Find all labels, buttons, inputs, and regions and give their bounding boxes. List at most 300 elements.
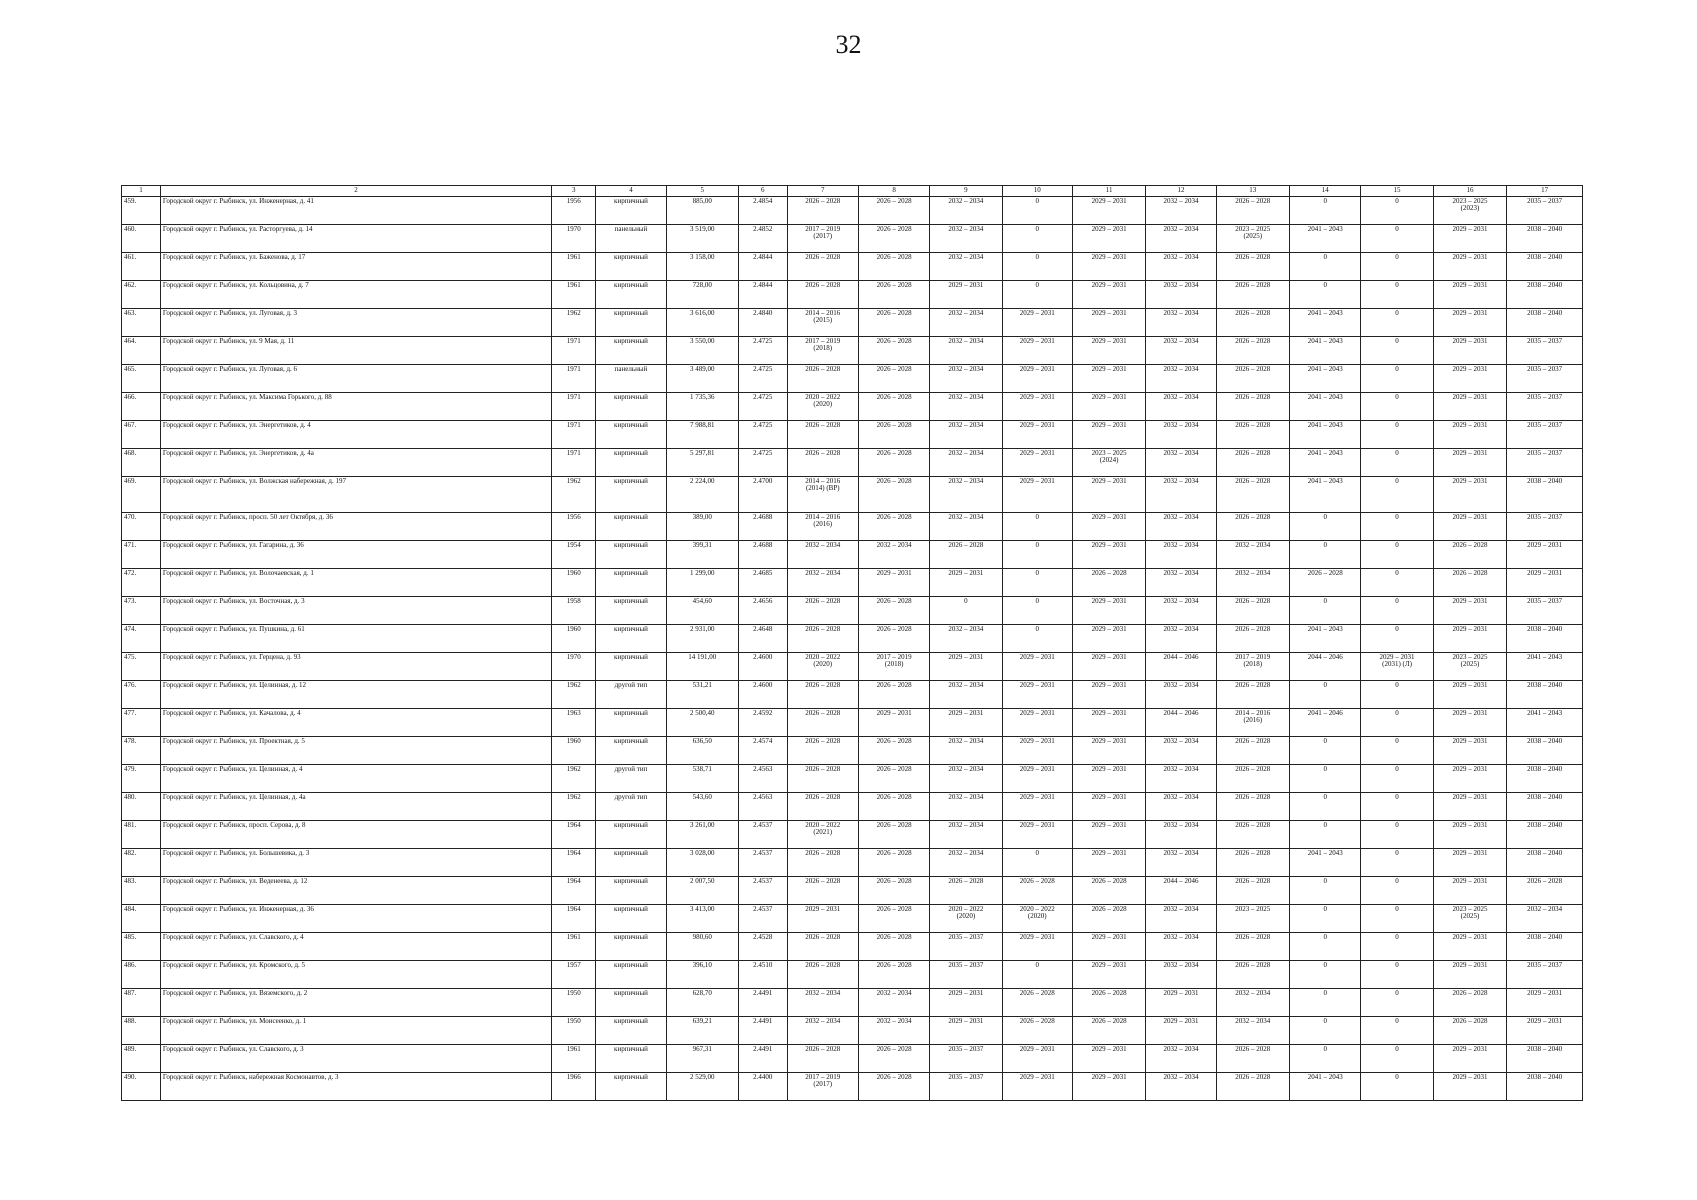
table-cell-col-3: 1964 xyxy=(552,904,596,932)
table-cell-col-2: Городской округ г. Рыбинск, ул. Волжская набережная, д. 197 xyxy=(160,476,551,512)
table-cell-col-5: 5 297,81 xyxy=(666,448,738,476)
table-row xyxy=(122,792,1583,820)
table-row xyxy=(122,392,1583,420)
table-cell-col-11: 2029 – 2031 xyxy=(1072,736,1145,764)
table-cell-col-1: 466. xyxy=(122,392,161,420)
table-cell-col-10: 0 xyxy=(1002,196,1072,224)
table-cell-col-15: 0 xyxy=(1361,596,1433,624)
table-cell-col-13: 2026 – 2028 xyxy=(1216,392,1289,420)
table-cell-col-8: 2026 – 2028 xyxy=(858,904,929,932)
table-cell-col-16: 2029 – 2031 xyxy=(1433,224,1506,252)
table-cell-col-7: 2020 – 2022 (2020) xyxy=(787,652,858,680)
column-number-14: 14 xyxy=(1290,186,1361,197)
table-cell-col-8: 2032 – 2034 xyxy=(858,1016,929,1044)
table-cell-col-3: 1971 xyxy=(552,336,596,364)
table-cell-col-15: 0 xyxy=(1361,1044,1433,1072)
table-cell-col-8: 2026 – 2028 xyxy=(858,512,929,540)
table-cell-col-11: 2029 – 2031 xyxy=(1072,764,1145,792)
table-cell-col-15: 0 xyxy=(1361,708,1433,736)
table-cell-col-17: 2038 – 2040 xyxy=(1507,932,1583,960)
table-cell-col-1: 475. xyxy=(122,652,161,680)
table-cell-col-8: 2026 – 2028 xyxy=(858,960,929,988)
table-cell-col-8: 2026 – 2028 xyxy=(858,1072,929,1100)
table-cell-col-9: 2032 – 2034 xyxy=(930,680,1002,708)
table-cell-col-1: 469. xyxy=(122,476,161,512)
table-cell-col-11: 2029 – 2031 xyxy=(1072,1044,1145,1072)
table-cell-col-2: Городской округ г. Рыбинск, ул. Герцена, д. 93 xyxy=(160,652,551,680)
table-cell-col-2: Городской округ г. Рыбинск, ул. Луговая, д. 6 xyxy=(160,364,551,392)
table-cell-col-9: 2032 – 2034 xyxy=(930,252,1002,280)
table-cell-col-17: 2035 – 2037 xyxy=(1507,448,1583,476)
table-cell-col-6: 2.4491 xyxy=(738,1016,787,1044)
table-cell-col-16: 2029 – 2031 xyxy=(1433,308,1506,336)
table-cell-col-3: 1971 xyxy=(552,364,596,392)
table-cell-col-5: 2 007,50 xyxy=(666,876,738,904)
table-cell-col-16: 2023 – 2025 (2023) xyxy=(1433,196,1506,224)
table-cell-col-12: 2032 – 2034 xyxy=(1146,280,1216,308)
table-row xyxy=(122,596,1583,624)
table-cell-col-10: 0 xyxy=(1002,960,1072,988)
table-cell-col-17: 2032 – 2034 xyxy=(1507,904,1583,932)
table-cell-col-9: 2032 – 2034 xyxy=(930,448,1002,476)
table-cell-col-3: 1962 xyxy=(552,764,596,792)
table-cell-col-8: 2029 – 2031 xyxy=(858,568,929,596)
table-cell-col-9: 2032 – 2034 xyxy=(930,392,1002,420)
table-cell-col-16: 2029 – 2031 xyxy=(1433,392,1506,420)
table-cell-col-16: 2029 – 2031 xyxy=(1433,876,1506,904)
table-cell-col-13: 2026 – 2028 xyxy=(1216,280,1289,308)
table-cell-col-12: 2032 – 2034 xyxy=(1146,764,1216,792)
table-cell-col-3: 1961 xyxy=(552,280,596,308)
table-cell-col-15: 0 xyxy=(1361,280,1433,308)
table-cell-col-10: 2029 – 2031 xyxy=(1002,1044,1072,1072)
table-cell-col-11: 2026 – 2028 xyxy=(1072,1016,1145,1044)
table-cell-col-1: 467. xyxy=(122,420,161,448)
table-cell-col-9: 2035 – 2037 xyxy=(930,960,1002,988)
table-cell-col-7: 2026 – 2028 xyxy=(787,960,858,988)
table-cell-col-12: 2032 – 2034 xyxy=(1146,624,1216,652)
table-cell-col-11: 2029 – 2031 xyxy=(1072,308,1145,336)
table-cell-col-17: 2026 – 2028 xyxy=(1507,876,1583,904)
table-cell-col-10: 2029 – 2031 xyxy=(1002,680,1072,708)
table-cell-col-2: Городской округ г. Рыбинск, ул. Расторгуева, д. 14 xyxy=(160,224,551,252)
table-cell-col-12: 2029 – 2031 xyxy=(1146,988,1216,1016)
table-cell-col-5: 3 519,00 xyxy=(666,224,738,252)
table-body xyxy=(122,186,1583,1101)
table-cell-col-8: 2032 – 2034 xyxy=(858,988,929,1016)
table-cell-col-1: 460. xyxy=(122,224,161,252)
table-cell-col-11: 2023 – 2025 (2024) xyxy=(1072,448,1145,476)
table-cell-col-10: 2029 – 2031 xyxy=(1002,476,1072,512)
table-cell-col-3: 1962 xyxy=(552,308,596,336)
table-cell-col-6: 2.4725 xyxy=(738,392,787,420)
table-cell-col-17: 2038 – 2040 xyxy=(1507,792,1583,820)
table-cell-col-13: 2026 – 2028 xyxy=(1216,820,1289,848)
table-cell-col-9: 2020 – 2022 (2020) xyxy=(930,904,1002,932)
table-row xyxy=(122,1016,1583,1044)
table-cell-col-4: кирпичный xyxy=(596,1016,666,1044)
table-cell-col-5: 399,31 xyxy=(666,540,738,568)
table-cell-col-6: 2.4528 xyxy=(738,932,787,960)
table-cell-col-7: 2026 – 2028 xyxy=(787,792,858,820)
table-cell-col-12: 2032 – 2034 xyxy=(1146,736,1216,764)
table-cell-col-6: 2.4725 xyxy=(738,336,787,364)
table-cell-col-5: 967,31 xyxy=(666,1044,738,1072)
table-cell-col-2: Городской округ г. Рыбинск, ул. Баженова, д. 17 xyxy=(160,252,551,280)
table-cell-col-3: 1966 xyxy=(552,1072,596,1100)
table-cell-col-6: 2.4491 xyxy=(738,988,787,1016)
table-cell-col-10: 2029 – 2031 xyxy=(1002,708,1072,736)
table-cell-col-13: 2026 – 2028 xyxy=(1216,596,1289,624)
table-cell-col-16: 2029 – 2031 xyxy=(1433,1072,1506,1100)
table-cell-col-13: 2026 – 2028 xyxy=(1216,680,1289,708)
table-cell-col-10: 2029 – 2031 xyxy=(1002,420,1072,448)
table-cell-col-10: 2026 – 2028 xyxy=(1002,988,1072,1016)
table-cell-col-7: 2026 – 2028 xyxy=(787,708,858,736)
table-cell-col-8: 2026 – 2028 xyxy=(858,736,929,764)
table-cell-col-1: 480. xyxy=(122,792,161,820)
table-cell-col-12: 2044 – 2046 xyxy=(1146,708,1216,736)
table-cell-col-16: 2029 – 2031 xyxy=(1433,420,1506,448)
table-cell-col-3: 1960 xyxy=(552,624,596,652)
table-cell-col-5: 396,10 xyxy=(666,960,738,988)
table-cell-col-4: другой тип xyxy=(596,792,666,820)
table-cell-col-13: 2032 – 2034 xyxy=(1216,1016,1289,1044)
table-cell-col-6: 2.4700 xyxy=(738,476,787,512)
table-cell-col-13: 2026 – 2028 xyxy=(1216,876,1289,904)
table-cell-col-7: 2029 – 2031 xyxy=(787,904,858,932)
table-cell-col-15: 0 xyxy=(1361,988,1433,1016)
table-cell-col-13: 2026 – 2028 xyxy=(1216,448,1289,476)
table-cell-col-10: 2029 – 2031 xyxy=(1002,764,1072,792)
table-cell-col-12: 2032 – 2034 xyxy=(1146,792,1216,820)
table-cell-col-7: 2026 – 2028 xyxy=(787,196,858,224)
table-cell-col-4: кирпичный xyxy=(596,624,666,652)
table-cell-col-14: 2041 – 2043 xyxy=(1290,448,1361,476)
table-cell-col-5: 538,71 xyxy=(666,764,738,792)
table-cell-col-14: 2026 – 2028 xyxy=(1290,568,1361,596)
table-row xyxy=(122,364,1583,392)
table-cell-col-4: кирпичный xyxy=(596,448,666,476)
table-cell-col-15: 0 xyxy=(1361,1016,1433,1044)
table-row xyxy=(122,652,1583,680)
table-cell-col-6: 2.4600 xyxy=(738,652,787,680)
table-cell-col-7: 2026 – 2028 xyxy=(787,680,858,708)
table-row xyxy=(122,476,1583,512)
table-cell-col-14: 2041 – 2046 xyxy=(1290,708,1361,736)
table-cell-col-15: 0 xyxy=(1361,932,1433,960)
table-cell-col-11: 2029 – 2031 xyxy=(1072,652,1145,680)
table-cell-col-5: 3 158,00 xyxy=(666,252,738,280)
table-cell-col-16: 2029 – 2031 xyxy=(1433,960,1506,988)
table-cell-col-11: 2029 – 2031 xyxy=(1072,420,1145,448)
table-cell-col-7: 2032 – 2034 xyxy=(787,1016,858,1044)
table-cell-col-3: 1961 xyxy=(552,932,596,960)
table-cell-col-12: 2032 – 2034 xyxy=(1146,476,1216,512)
table-cell-col-6: 2.4600 xyxy=(738,680,787,708)
table-cell-col-10: 2029 – 2031 xyxy=(1002,820,1072,848)
table-cell-col-17: 2038 – 2040 xyxy=(1507,820,1583,848)
table-cell-col-13: 2026 – 2028 xyxy=(1216,624,1289,652)
table-cell-col-14: 0 xyxy=(1290,540,1361,568)
column-number-4: 4 xyxy=(596,186,666,197)
table-cell-col-14: 2041 – 2043 xyxy=(1290,224,1361,252)
table-cell-col-13: 2017 – 2019 (2018) xyxy=(1216,652,1289,680)
table-cell-col-7: 2017 – 2019 (2017) xyxy=(787,1072,858,1100)
table-cell-col-8: 2026 – 2028 xyxy=(858,680,929,708)
table-cell-col-7: 2020 – 2022 (2020) xyxy=(787,392,858,420)
table-cell-col-1: 483. xyxy=(122,876,161,904)
table-row xyxy=(122,336,1583,364)
table-cell-col-1: 463. xyxy=(122,308,161,336)
table-cell-col-7: 2017 – 2019 (2018) xyxy=(787,336,858,364)
table-cell-col-12: 2032 – 2034 xyxy=(1146,1044,1216,1072)
column-number-15: 15 xyxy=(1361,186,1433,197)
table-row xyxy=(122,512,1583,540)
table-cell-col-9: 2029 – 2031 xyxy=(930,568,1002,596)
table-cell-col-2: Городской округ г. Рыбинск, ул. Луговая, д. 3 xyxy=(160,308,551,336)
table-cell-col-14: 2044 – 2046 xyxy=(1290,652,1361,680)
table-cell-col-17: 2041 – 2043 xyxy=(1507,708,1583,736)
table-cell-col-12: 2032 – 2034 xyxy=(1146,448,1216,476)
table-cell-col-16: 2029 – 2031 xyxy=(1433,820,1506,848)
table-cell-col-8: 2026 – 2028 xyxy=(858,820,929,848)
table-cell-col-12: 2032 – 2034 xyxy=(1146,420,1216,448)
table-cell-col-4: кирпичный xyxy=(596,252,666,280)
table-cell-col-6: 2.4852 xyxy=(738,224,787,252)
table-cell-col-5: 389,00 xyxy=(666,512,738,540)
table-cell-col-12: 2032 – 2034 xyxy=(1146,820,1216,848)
table-row xyxy=(122,764,1583,792)
table-cell-col-8: 2017 – 2019 (2018) xyxy=(858,652,929,680)
table-cell-col-3: 1956 xyxy=(552,196,596,224)
table-cell-col-16: 2029 – 2031 xyxy=(1433,624,1506,652)
table-cell-col-11: 2029 – 2031 xyxy=(1072,1072,1145,1100)
table-cell-col-1: 461. xyxy=(122,252,161,280)
table-cell-col-12: 2032 – 2034 xyxy=(1146,224,1216,252)
table-cell-col-2: Городской округ г. Рыбинск, ул. Целинная, д. 4а xyxy=(160,792,551,820)
table-cell-col-7: 2026 – 2028 xyxy=(787,252,858,280)
table-cell-col-4: кирпичный xyxy=(596,196,666,224)
table-cell-col-14: 2041 – 2043 xyxy=(1290,308,1361,336)
table-cell-col-11: 2029 – 2031 xyxy=(1072,932,1145,960)
table-cell-col-15: 0 xyxy=(1361,540,1433,568)
table-cell-col-2: Городской округ г. Рыбинск, ул. Проектная, д. 5 xyxy=(160,736,551,764)
table-cell-col-3: 1961 xyxy=(552,252,596,280)
table-cell-col-4: другой тип xyxy=(596,764,666,792)
table-cell-col-15: 0 xyxy=(1361,196,1433,224)
table-cell-col-5: 2 931,00 xyxy=(666,624,738,652)
table-cell-col-2: Городской округ г. Рыбинск, ул. Моисеенко, д. 1 xyxy=(160,1016,551,1044)
table-cell-col-13: 2026 – 2028 xyxy=(1216,1044,1289,1072)
table-cell-col-3: 1964 xyxy=(552,820,596,848)
table-cell-col-4: кирпичный xyxy=(596,392,666,420)
table-cell-col-14: 0 xyxy=(1290,988,1361,1016)
column-number-9: 9 xyxy=(930,186,1002,197)
table-cell-col-10: 2029 – 2031 xyxy=(1002,932,1072,960)
table-cell-col-4: кирпичный xyxy=(596,960,666,988)
table-cell-col-17: 2038 – 2040 xyxy=(1507,308,1583,336)
table-row xyxy=(122,876,1583,904)
table-cell-col-2: Городской округ г. Рыбинск, просп. Серова, д. 8 xyxy=(160,820,551,848)
table-cell-col-9: 2029 – 2031 xyxy=(930,1016,1002,1044)
table-cell-col-15: 0 xyxy=(1361,1072,1433,1100)
table-cell-col-15: 0 xyxy=(1361,792,1433,820)
table-cell-col-6: 2.4840 xyxy=(738,308,787,336)
table-cell-col-2: Городской округ г. Рыбинск, ул. Славского, д. 3 xyxy=(160,1044,551,1072)
table-cell-col-7: 2026 – 2028 xyxy=(787,736,858,764)
column-number-13: 13 xyxy=(1216,186,1289,197)
table-cell-col-3: 1950 xyxy=(552,1016,596,1044)
table-cell-col-1: 471. xyxy=(122,540,161,568)
table-cell-col-7: 2014 – 2016 (2016) xyxy=(787,512,858,540)
table-cell-col-11: 2029 – 2031 xyxy=(1072,336,1145,364)
table-cell-col-10: 0 xyxy=(1002,252,1072,280)
table-row xyxy=(122,420,1583,448)
table-cell-col-16: 2029 – 2031 xyxy=(1433,932,1506,960)
table-cell-col-16: 2029 – 2031 xyxy=(1433,596,1506,624)
table-cell-col-4: кирпичный xyxy=(596,876,666,904)
table-cell-col-7: 2026 – 2028 xyxy=(787,364,858,392)
table-cell-col-6: 2.4685 xyxy=(738,568,787,596)
table-cell-col-5: 7 988,81 xyxy=(666,420,738,448)
table-cell-col-8: 2026 – 2028 xyxy=(858,252,929,280)
table-cell-col-16: 2023 – 2025 (2025) xyxy=(1433,904,1506,932)
table-cell-col-14: 2041 – 2043 xyxy=(1290,392,1361,420)
table-cell-col-11: 2029 – 2031 xyxy=(1072,708,1145,736)
table-cell-col-1: 487. xyxy=(122,988,161,1016)
table-cell-col-16: 2029 – 2031 xyxy=(1433,252,1506,280)
column-number-17: 17 xyxy=(1507,186,1583,197)
table-cell-col-1: 481. xyxy=(122,820,161,848)
table-cell-col-10: 0 xyxy=(1002,280,1072,308)
table-cell-col-5: 454,60 xyxy=(666,596,738,624)
table-cell-col-16: 2029 – 2031 xyxy=(1433,792,1506,820)
table-cell-col-11: 2029 – 2031 xyxy=(1072,476,1145,512)
table-cell-col-15: 0 xyxy=(1361,624,1433,652)
table-cell-col-8: 2026 – 2028 xyxy=(858,476,929,512)
table-cell-col-4: кирпичный xyxy=(596,708,666,736)
table-cell-col-1: 472. xyxy=(122,568,161,596)
table-cell-col-5: 3 261,00 xyxy=(666,820,738,848)
table-cell-col-10: 2029 – 2031 xyxy=(1002,792,1072,820)
table-cell-col-6: 2.4725 xyxy=(738,420,787,448)
table-cell-col-1: 474. xyxy=(122,624,161,652)
table-cell-col-5: 2 224,00 xyxy=(666,476,738,512)
table-cell-col-4: кирпичный xyxy=(596,736,666,764)
table-cell-col-4: кирпичный xyxy=(596,1044,666,1072)
table-row xyxy=(122,904,1583,932)
table-cell-col-12: 2032 – 2034 xyxy=(1146,308,1216,336)
table-cell-col-17: 2029 – 2031 xyxy=(1507,1016,1583,1044)
table-cell-col-15: 0 xyxy=(1361,448,1433,476)
table-cell-col-12: 2032 – 2034 xyxy=(1146,904,1216,932)
table-cell-col-12: 2032 – 2034 xyxy=(1146,596,1216,624)
table-cell-col-13: 2026 – 2028 xyxy=(1216,196,1289,224)
table-cell-col-15: 0 xyxy=(1361,848,1433,876)
table-cell-col-3: 1963 xyxy=(552,708,596,736)
table-cell-col-13: 2032 – 2034 xyxy=(1216,568,1289,596)
table-cell-col-12: 2032 – 2034 xyxy=(1146,392,1216,420)
table-cell-col-9: 2032 – 2034 xyxy=(930,820,1002,848)
table-cell-col-16: 2026 – 2028 xyxy=(1433,1016,1506,1044)
table-cell-col-11: 2029 – 2031 xyxy=(1072,512,1145,540)
table-cell-col-7: 2014 – 2016 (2014) (ВР) xyxy=(787,476,858,512)
table-cell-col-11: 2029 – 2031 xyxy=(1072,848,1145,876)
table-cell-col-9: 2032 – 2034 xyxy=(930,764,1002,792)
table-cell-col-4: кирпичный xyxy=(596,848,666,876)
table-cell-col-7: 2026 – 2028 xyxy=(787,280,858,308)
table-cell-col-10: 0 xyxy=(1002,568,1072,596)
column-number-2: 2 xyxy=(160,186,551,197)
table-cell-col-6: 2.4844 xyxy=(738,252,787,280)
table-cell-col-15: 0 xyxy=(1361,336,1433,364)
table-cell-col-10: 0 xyxy=(1002,512,1072,540)
table-cell-col-14: 0 xyxy=(1290,1016,1361,1044)
column-number-6: 6 xyxy=(738,186,787,197)
table-cell-col-7: 2017 – 2019 (2017) xyxy=(787,224,858,252)
table-cell-col-17: 2038 – 2040 xyxy=(1507,680,1583,708)
table-cell-col-2: Городской округ г. Рыбинск, набережная Космонавтов, д. 3 xyxy=(160,1072,551,1100)
table-cell-col-15: 0 xyxy=(1361,224,1433,252)
table-cell-col-14: 0 xyxy=(1290,1044,1361,1072)
table-cell-col-1: 479. xyxy=(122,764,161,792)
table-cell-col-8: 2026 – 2028 xyxy=(858,1044,929,1072)
table-cell-col-3: 1962 xyxy=(552,476,596,512)
table-cell-col-10: 0 xyxy=(1002,540,1072,568)
table-cell-col-10: 0 xyxy=(1002,848,1072,876)
table-cell-col-15: 0 xyxy=(1361,512,1433,540)
table-cell-col-3: 1964 xyxy=(552,876,596,904)
table-cell-col-8: 2026 – 2028 xyxy=(858,224,929,252)
table-cell-col-14: 2041 – 2043 xyxy=(1290,624,1361,652)
table-cell-col-10: 2029 – 2031 xyxy=(1002,448,1072,476)
table-cell-col-9: 2029 – 2031 xyxy=(930,708,1002,736)
table-cell-col-10: 2026 – 2028 xyxy=(1002,1016,1072,1044)
table-cell-col-9: 2032 – 2034 xyxy=(930,224,1002,252)
housing-register-table-wrap xyxy=(121,185,1583,1101)
table-cell-col-4: кирпичный xyxy=(596,652,666,680)
table-row xyxy=(122,820,1583,848)
table-cell-col-4: кирпичный xyxy=(596,596,666,624)
table-cell-col-13: 2026 – 2028 xyxy=(1216,960,1289,988)
table-cell-col-11: 2029 – 2031 xyxy=(1072,364,1145,392)
table-row xyxy=(122,1044,1583,1072)
table-cell-col-12: 2032 – 2034 xyxy=(1146,680,1216,708)
table-cell-col-5: 3 028,00 xyxy=(666,848,738,876)
table-cell-col-1: 462. xyxy=(122,280,161,308)
table-cell-col-8: 2026 – 2028 xyxy=(858,596,929,624)
column-number-8: 8 xyxy=(858,186,929,197)
table-cell-col-4: кирпичный xyxy=(596,1072,666,1100)
table-cell-col-2: Городской округ г. Рыбинск, ул. Вяземского, д. 2 xyxy=(160,988,551,1016)
table-cell-col-9: 2026 – 2028 xyxy=(930,540,1002,568)
table-cell-col-2: Городской округ г. Рыбинск, ул. Энергетиков, д. 4а xyxy=(160,448,551,476)
table-cell-col-17: 2038 – 2040 xyxy=(1507,476,1583,512)
table-cell-col-2: Городской округ г. Рыбинск, ул. Кольцовина, д. 7 xyxy=(160,280,551,308)
table-row xyxy=(122,196,1583,224)
table-cell-col-16: 2029 – 2031 xyxy=(1433,448,1506,476)
table-cell-col-8: 2026 – 2028 xyxy=(858,420,929,448)
table-cell-col-4: кирпичный xyxy=(596,280,666,308)
table-row xyxy=(122,708,1583,736)
table-cell-col-2: Городской округ г. Рыбинск, ул. Пушкина, д. 61 xyxy=(160,624,551,652)
table-cell-col-10: 2029 – 2031 xyxy=(1002,736,1072,764)
table-cell-col-1: 478. xyxy=(122,736,161,764)
table-cell-col-6: 2.4688 xyxy=(738,540,787,568)
table-cell-col-8: 2026 – 2028 xyxy=(858,336,929,364)
table-cell-col-6: 2.4574 xyxy=(738,736,787,764)
